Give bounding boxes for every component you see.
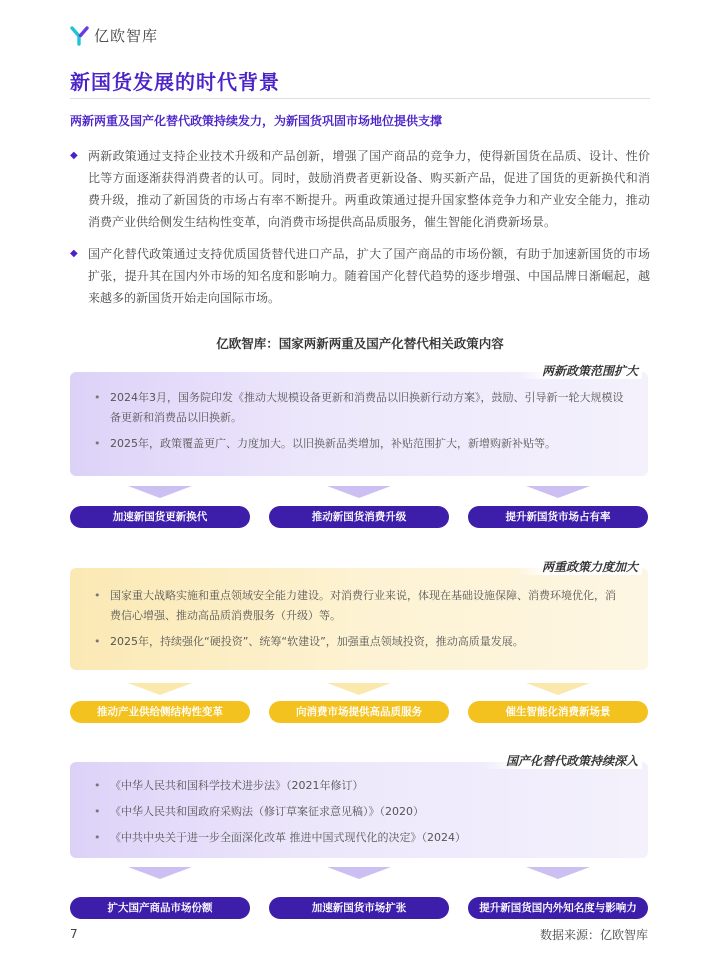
down-arrow-icon <box>327 683 391 695</box>
policy-box-label: 两重政策力度加大 <box>518 558 642 575</box>
diamond-bullet-icon: ◆ <box>70 150 78 161</box>
down-arrow-icon <box>526 867 590 879</box>
page-number: 7 <box>70 927 78 941</box>
policy-box-two-new <box>70 364 648 476</box>
policy-box-localization <box>70 754 648 858</box>
outcome-pill: 向消费市场提供高品质服务 <box>269 701 449 723</box>
down-arrow-icon <box>526 486 590 498</box>
title-divider <box>70 98 650 99</box>
policy-list <box>92 776 626 848</box>
outcome-pill: 加速新国货市场扩张 <box>269 897 449 919</box>
down-arrow-icon <box>128 683 192 695</box>
policy-item: • 国家重大战略实施和重点领域安全能力建设。对消费行业来说，体现在基础设施保障、消费环境优化，消费信心增强、推动高品质消费服务（升级）等。 <box>92 586 626 626</box>
outcome-pill: 提升新国货市场占有率 <box>468 506 648 528</box>
policy-item: • 《中华人民共和国政府采购法（修订草案征求意见稿）》（2020） <box>92 802 626 822</box>
outcome-pill: 扩大国产商品市场份额 <box>70 897 250 919</box>
policy-list <box>92 388 626 454</box>
yiou-logo-icon <box>70 26 90 46</box>
policy-box-label: 两新政策范围扩大 <box>518 362 642 379</box>
down-arrow-icon <box>327 867 391 879</box>
outcome-pill: 推动新国货消费升级 <box>269 506 449 528</box>
policy-item: • 2024年3月，国务院印发《推动大规模设备更新和消费品以旧换新行动方案》，鼓励、引导新一轮大规模设备更新和消费品以旧换新。 <box>92 388 626 428</box>
policy-item: • 2025年，政策覆盖更广、力度加大。以旧换新品类增加，补贴范围扩大，新增购新补贴等。 <box>92 434 626 454</box>
outcome-pill: 加速新国货更新换代 <box>70 506 250 528</box>
policy-box-two-key <box>70 560 648 670</box>
policy-list <box>92 586 626 652</box>
outcome-pill: 推动产业供给侧结构性变革 <box>70 701 250 723</box>
brand-logo <box>70 25 158 46</box>
diamond-bullet-icon: ◆ <box>70 248 78 259</box>
source-note: 数据来源：亿欧智库 <box>539 928 648 942</box>
paragraph-text: 国产化替代政策通过支持优质国货替代进口产品，扩大了国产商品的市场份额，有助于加速新国货的市场扩张，提升其在国内外市场的知名度和影响力。随着国产化替代趋势的逐步增强、中国品牌日渐崛起，越来越多的新国货开始走向国际市场。 <box>88 247 650 305</box>
down-arrow-icon <box>128 867 192 879</box>
policy-item: • 2025年，持续强化“硬投资”、统筹“软建设”，加强重点领域投资，推动高质量发展。 <box>92 632 626 652</box>
outcome-pill: 提升新国货国内外知名度与影响力 <box>468 897 648 919</box>
intro-paragraph-2 <box>70 243 650 309</box>
policy-item: • 《中共中央关于进一步全面深化改革 推进中国式现代化的决定》（2024） <box>92 828 626 848</box>
page-title: 新国货发展的时代背景 <box>70 70 280 94</box>
page-subtitle: 两新两重及国产化替代政策持续发力，为新国货巩固市场地位提供支撑 <box>70 114 443 128</box>
policy-item: • 《中华人民共和国科学技术进步法》（2021年修订） <box>92 776 626 796</box>
down-arrow-icon <box>526 683 590 695</box>
outcome-pill: 催生智能化消费新场景 <box>468 701 648 723</box>
down-arrow-icon <box>327 486 391 498</box>
intro-paragraph-1 <box>70 145 650 233</box>
figure-title: 亿欧智库：国家两新两重及国产化替代相关政策内容 <box>216 336 504 351</box>
logo-text: 亿欧智库 <box>94 27 159 45</box>
policy-box-label: 国产化替代政策持续深入 <box>482 752 642 769</box>
down-arrow-icon <box>128 486 192 498</box>
paragraph-text: 两新政策通过支持企业技术升级和产品创新，增强了国产商品的竞争力，使得新国货在品质、设计、性价比等方面逐渐获得消费者的认可。同时，鼓励消费者更新设备、购买新产品，促进了国货的更新换代和消费升级，推动了新国货的市场占有率不断提升。两重政策通过提升国家整体竞争力和产业安全能力，推动消费产业供给侧发生结构性变革，向消费市场提供高品质服务，催生智能化消费新场景。 <box>88 149 650 229</box>
